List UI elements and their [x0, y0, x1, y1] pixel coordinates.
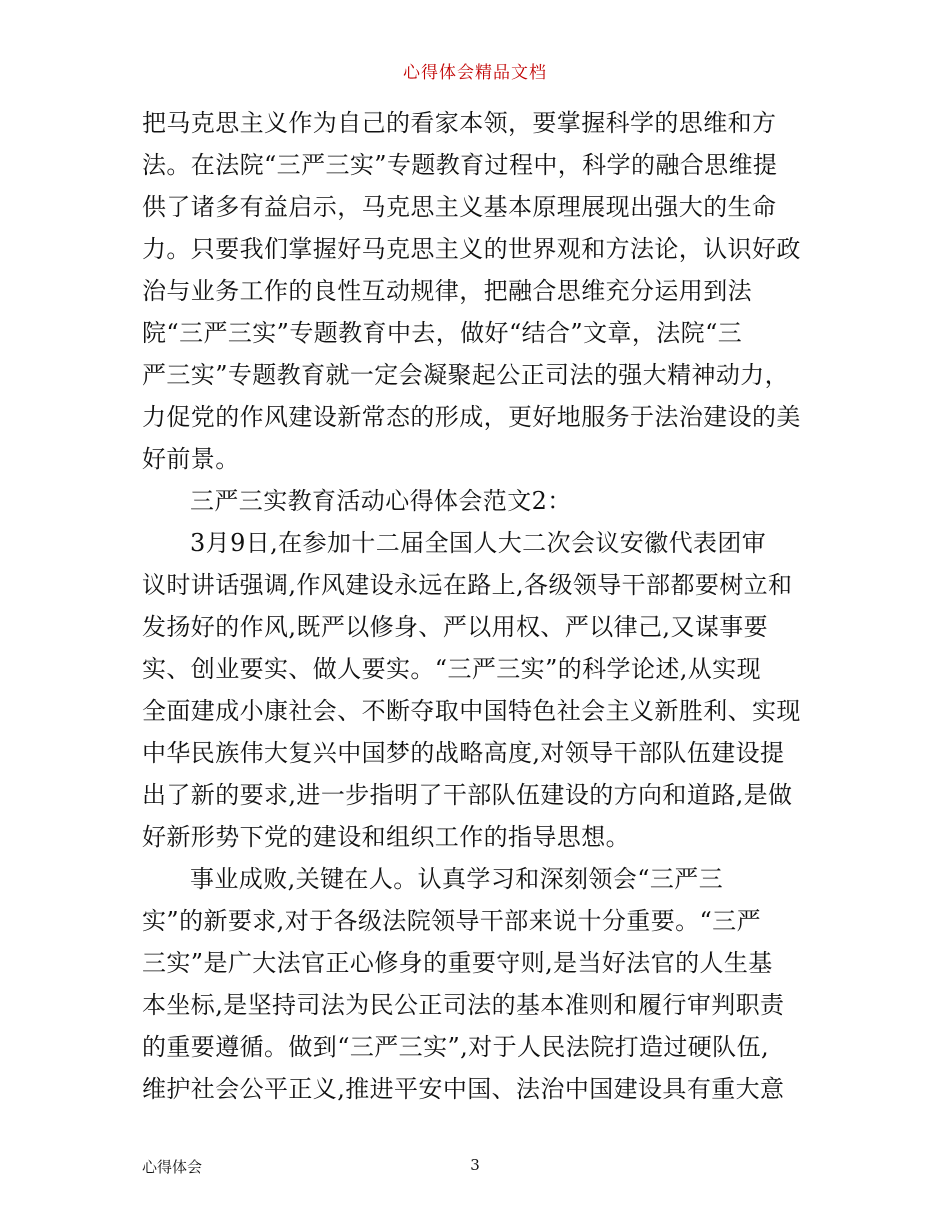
text-line: 实”的新要求,对于各级法院领导干部来说十分重要。“三严 [142, 907, 761, 935]
text-line: 全面建成小康社会、不断夺取中国特色社会主义新胜利、实现 [142, 697, 801, 725]
text-line: 好前景。 [142, 445, 240, 473]
text-line: 发扬好的作风,既严以修身、严以用权、严以律己,又谋事要 [142, 613, 769, 641]
text-line: 力促党的作风建设新常态的形成，更好地服务于法治建设的美 [142, 403, 801, 431]
footer-label: 心得体会 [142, 1158, 203, 1176]
text-line: 严三实”专题教育就一定会凝聚起公正司法的强大精神动力， [142, 361, 790, 389]
text-line: 出了新的要求,进一步指明了干部队伍建设的方向和道路,是做 [142, 781, 793, 809]
text-line: 事业成败,关键在人。认真学习和深刻领会“三严三 [190, 865, 724, 893]
text-line: 本坐标,是坚持司法为民公正司法的基本准则和履行审判职责 [142, 991, 785, 1019]
section-heading: 三严三实教育活动心得体会范文2： [190, 487, 572, 515]
text-line: 院“三严三实”专题教育中去，做好“结合”文章，法院“三 [142, 319, 743, 347]
text-line: 3月9日,在参加十二届全国人大二次会议安徽代表团审 [190, 529, 767, 557]
document-body [142, 102, 814, 1110]
text-line: 议时讲话强调,作风建设永远在路上,各级领导干部都要树立和 [142, 571, 793, 599]
text-line: 好新形势下党的建设和组织工作的指导思想。 [142, 823, 630, 851]
text-line: 力。只要我们掌握好马克思主义的世界观和方法论，认识好政 [142, 235, 801, 263]
text-line: 实、创业要实、做人要实。“三严三实”的科学论述,从实现 [142, 655, 761, 683]
text-line: 的重要遵循。做到“三严三实”,对于人民法院打造过硬队伍, [142, 1033, 769, 1061]
text-line: 治与业务工作的良性互动规律，把融合思维充分运用到法 [142, 277, 752, 305]
text-line: 维护社会公平正义,推进平安中国、法治中国建设具有重大意 [142, 1075, 785, 1103]
page-header-title: 心得体会精品文档 [403, 63, 547, 83]
text-line: 供了诸多有益启示，马克思主义基本原理展现出强大的生命 [142, 193, 777, 221]
text-line: 中华民族伟大复兴中国梦的战略高度,对领导干部队伍建设提 [142, 739, 785, 767]
page-number: 3 [470, 1156, 480, 1174]
text-line: 把马克思主义作为自己的看家本领，要掌握科学的思维和方 [142, 109, 777, 137]
text-line: 三实”是广大法官正心修身的重要守则,是当好法官的人生基 [142, 949, 773, 977]
text-line: 法。在法院“三严三实”专题教育过程中，科学的融合思维提 [142, 151, 778, 179]
